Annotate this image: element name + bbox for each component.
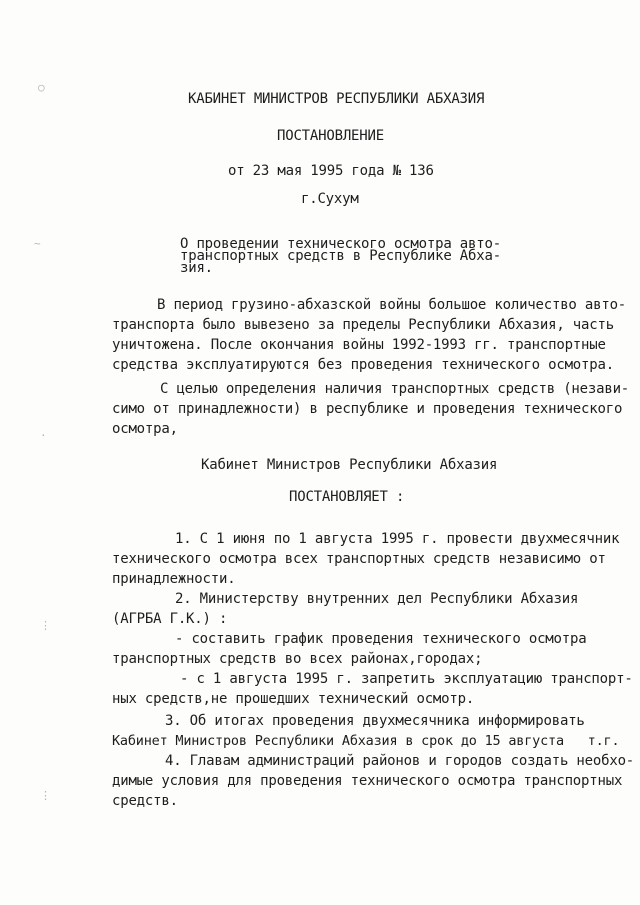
document-type: ПОСТАНОВЛЕНИЕ <box>277 128 384 144</box>
subject-line: зия. <box>180 260 213 276</box>
binding-mark: ⋮ <box>40 789 51 802</box>
item-line: ных средств,не прошедших технический осмотр. <box>112 691 475 707</box>
binding-mark: ~ <box>34 237 41 250</box>
item-line: 1. С 1 июня по 1 августа 1995 г. провести двухмесячник <box>175 531 620 547</box>
item-line: Кабинет Министров Республики Абхазия в срок до 15 августа т.г. <box>112 733 620 749</box>
preamble-line: средства эксплуатируются без проведения технического осмотра. <box>112 357 614 373</box>
preamble-line: уничтожена. После окончания войны 1992-1993 гг. транспортные <box>112 337 606 353</box>
item-line: технического осмотра всех транспортных средств независимо от <box>112 551 606 567</box>
preamble-line: симо от принадлежности) в республике и проведения технического <box>112 401 623 417</box>
item-line: 3. Об итогах проведения двухмесячника информировать <box>165 713 585 729</box>
resolves-heading: ПОСТАНОВЛЯЕТ : <box>289 489 405 505</box>
item-line: средств. <box>112 793 178 809</box>
preamble-line: транспорта было вывезено за пределы Республики Абхазия, часть <box>112 317 614 333</box>
binding-mark: ⋮ <box>40 619 51 632</box>
preamble-line: В период грузино-абхазской войны большое количество авто- <box>157 297 627 313</box>
binding-mark: ○ <box>38 81 45 94</box>
preamble-line: осмотра, <box>112 421 178 437</box>
item-line: - с 1 августа 1995 г. запретить эксплуатацию транспорт- <box>180 671 633 687</box>
preamble-line: С целью определения наличия транспортных средств (незави- <box>160 381 630 397</box>
binding-mark: · <box>40 429 47 442</box>
organization-title: КАБИНЕТ МИНИСТРОВ РЕСПУБЛИКИ АБХАЗИЯ <box>188 91 485 107</box>
item-line: 2. Министерству внутренних дел Республики Абхазия <box>175 591 579 607</box>
subject-line: транспортных средств в Республике Абха- <box>180 248 501 264</box>
city: г.Сухум <box>301 191 359 207</box>
date-and-number: от 23 мая 1995 года № 136 <box>228 163 434 179</box>
item-line: (АГРБА Г.К.) : <box>112 611 228 627</box>
item-line: принадлежности. <box>112 571 236 587</box>
item-line: 4. Главам администраций районов и городов создать необхо- <box>165 753 635 769</box>
item-line: димые условия для проведения технического осмотра транспортных <box>112 773 623 789</box>
subject-line: О проведении технического осмотра авто- <box>180 236 501 252</box>
item-line: - составить график проведения технического осмотра <box>175 631 587 647</box>
resolving-body: Кабинет Министров Республики Абхазия <box>201 457 498 473</box>
item-line: транспортных средств во всех районах,городах; <box>112 651 483 667</box>
